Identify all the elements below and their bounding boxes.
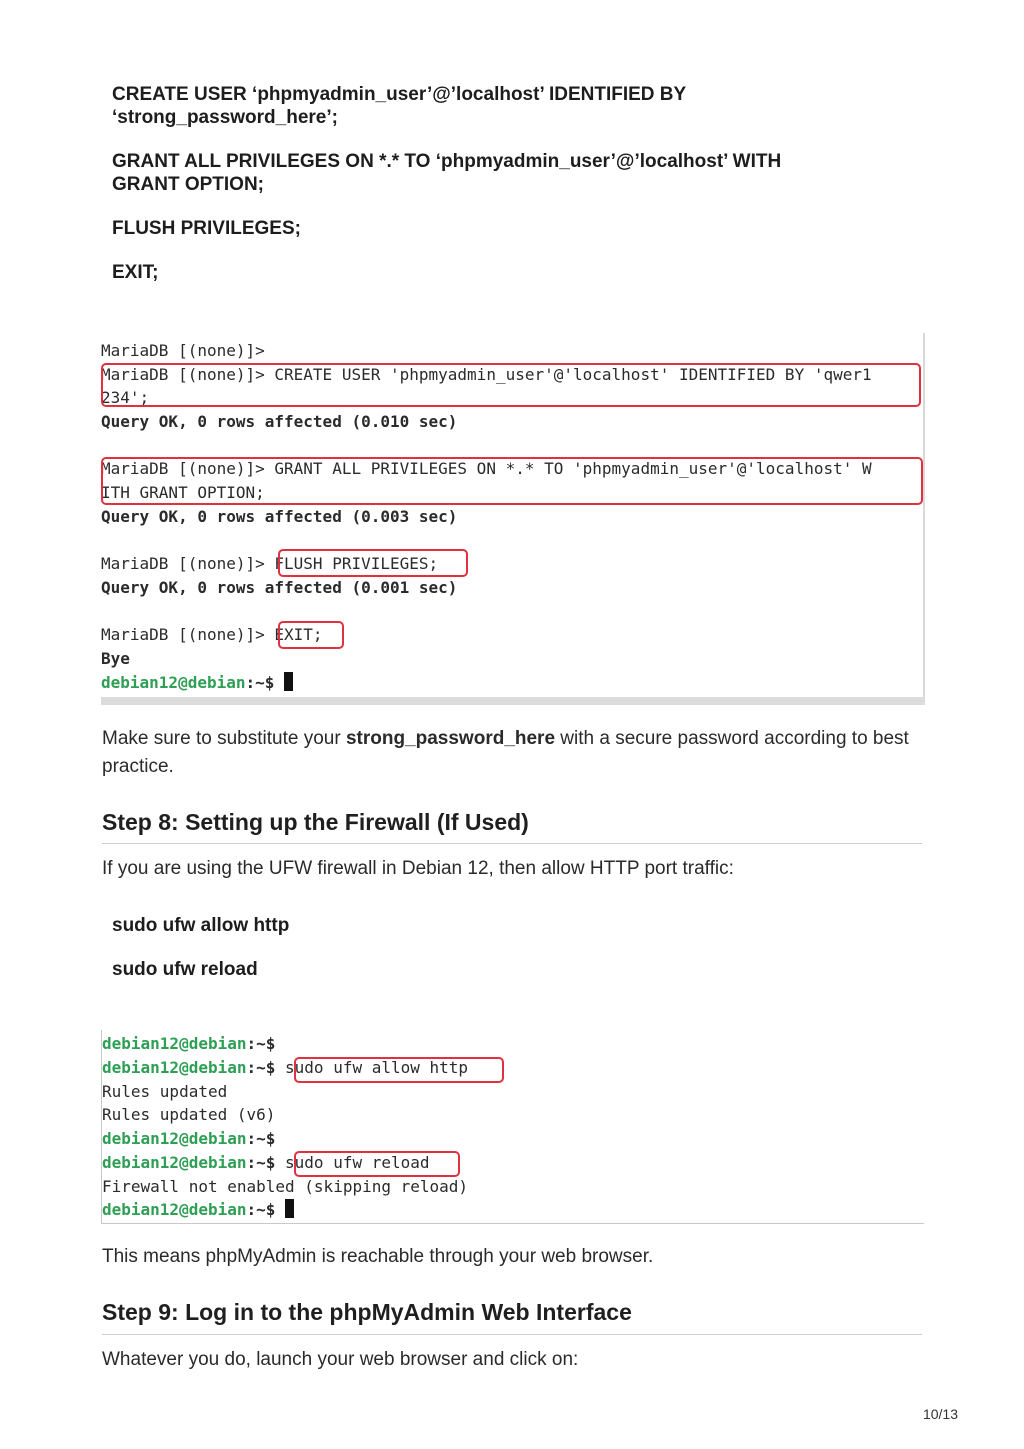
ufw-terminal-screenshot <box>101 1030 924 1224</box>
cursor-block <box>285 1199 294 1218</box>
terminal-line: MariaDB [(none)]> FLUSH PRIVILEGES; <box>101 554 439 573</box>
cursor-block <box>284 672 293 691</box>
terminal-output: Rules updated <box>102 1082 228 1101</box>
divider <box>102 1334 922 1335</box>
page-number: 10/13 <box>922 1406 958 1422</box>
reachable-note: This means phpMyAdmin is reachable through your web browser. <box>102 1246 654 1267</box>
divider <box>102 843 922 844</box>
step9-intro: Whatever you do, launch your web browser and click on: <box>102 1349 579 1370</box>
step9-heading: Step 9: Log in to the phpMyAdmin Web Interface <box>102 1299 632 1325</box>
terminal-line: MariaDB [(none)]> GRANT ALL PRIVILEGES ON *.* TO 'phpmyadmin_user'@'localhost' W <box>101 459 872 478</box>
ufw-allow-command: sudo ufw allow http <box>112 915 290 936</box>
ufw-reload-command: sudo ufw reload <box>112 959 258 980</box>
sql-grant-privileges: GRANT ALL PRIVILEGES ON *.* TO ‘phpmyadmin_user’@’localhost’ WITH GRANT OPTION; <box>112 151 782 195</box>
highlight-box <box>101 363 921 407</box>
terminal-output: Query OK, 0 rows affected (0.010 sec) <box>101 412 458 431</box>
highlight-box <box>278 621 344 649</box>
terminal-line: ITH GRANT OPTION; <box>101 483 265 502</box>
sql-flush-privileges: FLUSH PRIVILEGES; <box>112 218 301 239</box>
terminal-line: MariaDB [(none)]> CREATE USER 'phpmyadmin_user'@'localhost' IDENTIFIED BY 'qwer1 <box>101 365 872 384</box>
mariadb-terminal-screenshot <box>101 333 925 697</box>
step8-intro: If you are using the UFW firewall in Debian 12, then allow HTTP port traffic: <box>102 858 734 879</box>
terminal-output: Bye <box>101 649 130 668</box>
terminal-prompt: debian12@debian:~$ <box>101 671 293 694</box>
highlight-box <box>294 1151 460 1177</box>
password-note: Make sure to substitute your strong_password_here with a secure password according to best practice. <box>102 728 909 777</box>
screenshot-shadow <box>101 697 925 705</box>
terminal-output: Query OK, 0 rows affected (0.001 sec) <box>101 578 458 597</box>
terminal-prompt: debian12@debian:~$ sudo ufw reload <box>102 1153 430 1172</box>
terminal-output: Query OK, 0 rows affected (0.003 sec) <box>101 507 458 526</box>
terminal-prompt: debian12@debian:~$ <box>102 1198 294 1221</box>
terminal-output: Firewall not enabled (skipping reload) <box>102 1177 469 1196</box>
terminal-line: 234'; <box>101 388 150 407</box>
terminal-prompt: debian12@debian:~$ <box>102 1129 286 1148</box>
highlight-box <box>101 457 923 505</box>
step8-heading: Step 8: Setting up the Firewall (If Used) <box>102 809 529 835</box>
sql-create-user: CREATE USER ‘phpmyadmin_user’@’localhost’ IDENTIFIED BY ‘strong_password_here’; <box>112 84 687 128</box>
terminal-prompt: debian12@debian:~$ <box>102 1034 286 1053</box>
sql-exit: EXIT; <box>112 262 159 283</box>
terminal-line: MariaDB [(none)]> <box>101 341 265 360</box>
terminal-output: Rules updated (v6) <box>102 1105 276 1124</box>
terminal-line: MariaDB [(none)]> EXIT; <box>101 625 323 644</box>
highlight-box <box>294 1057 504 1083</box>
highlight-box <box>278 549 468 577</box>
terminal-prompt: debian12@debian:~$ sudo ufw allow http <box>102 1058 469 1077</box>
